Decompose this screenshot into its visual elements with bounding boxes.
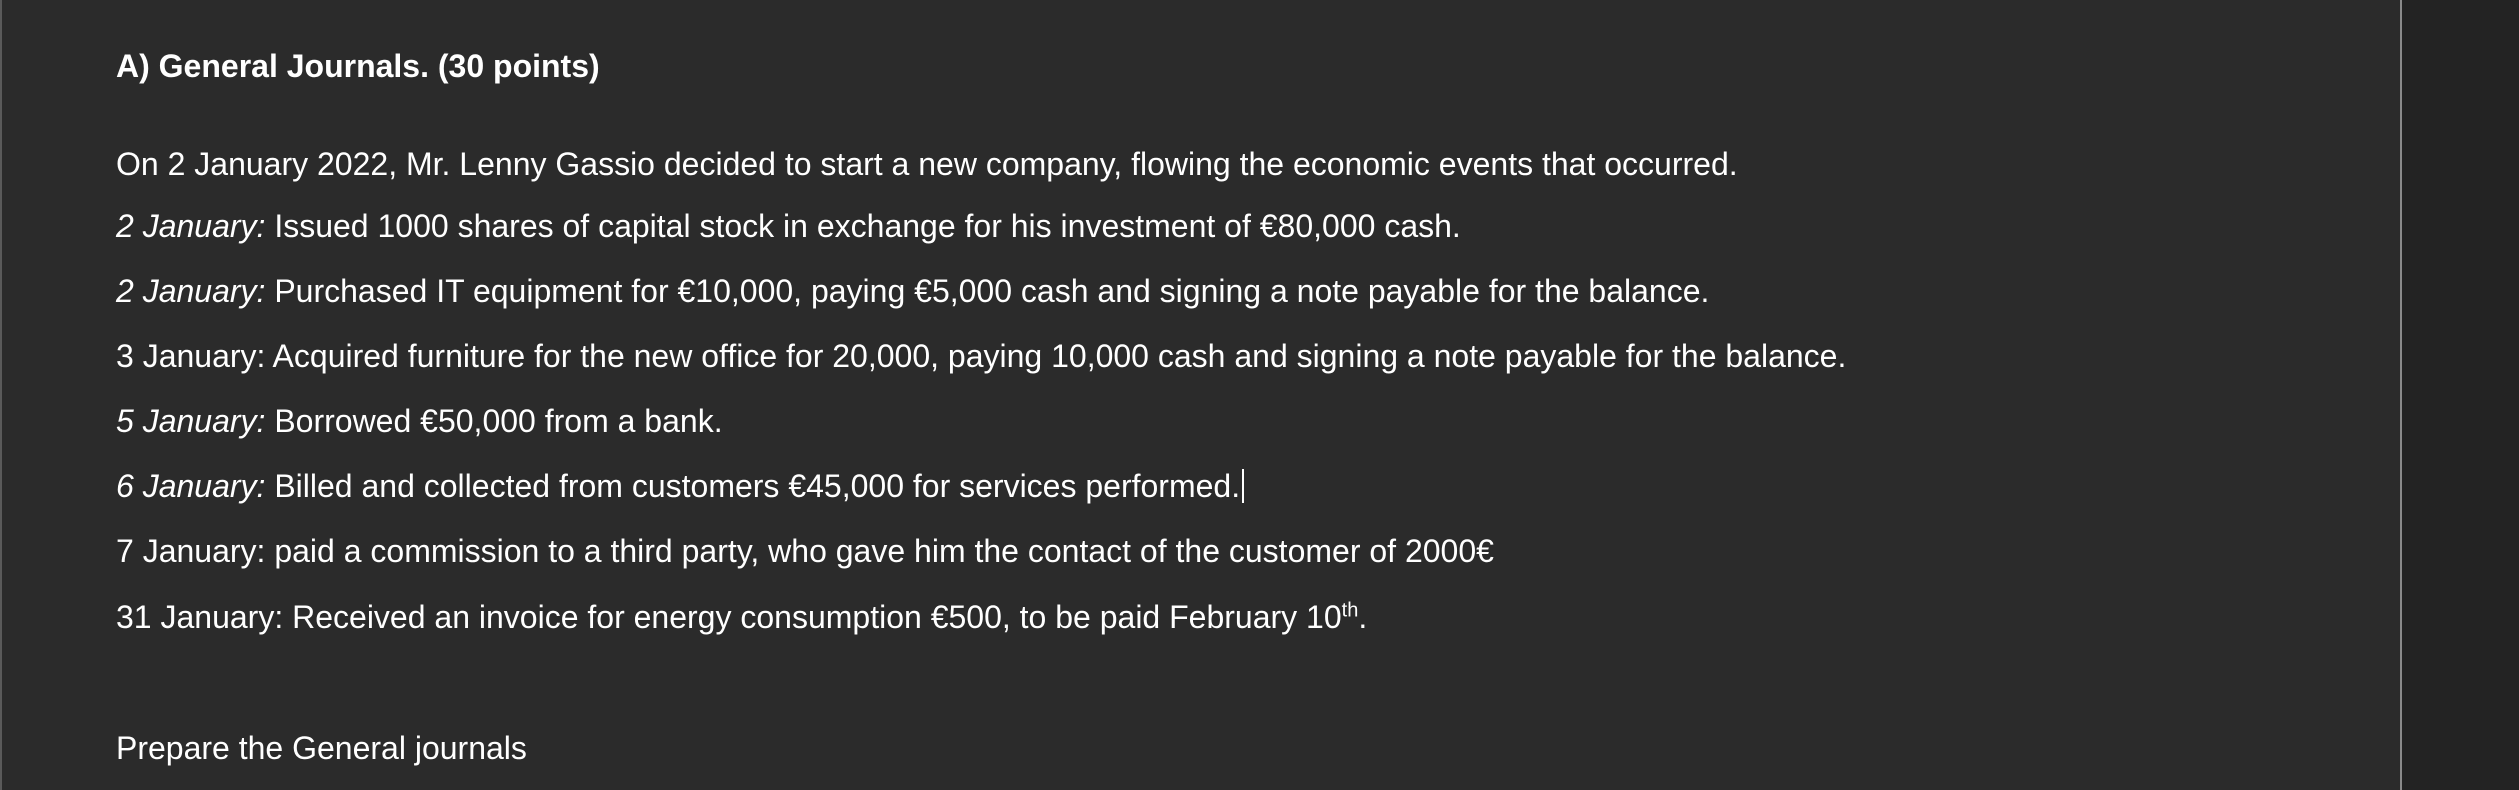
event-line (116, 531, 1494, 571)
event-text: Acquired furniture for the new office for 20,000, paying 10,000 cash and signing a note payable for the balance. (265, 338, 1847, 374)
event-line (116, 466, 1244, 506)
event-date: 6 January: (116, 468, 266, 504)
workspace-background (2402, 0, 2519, 790)
event-date: 5 January: (116, 403, 266, 439)
ordinal-superscript: th (1341, 599, 1359, 622)
event-date: 2 January: (116, 208, 266, 244)
intro-paragraph: On 2 January 2022, Mr. Lenny Gassio decided to start a new company, flowing the economic events that occurred. (116, 146, 1738, 182)
event-text: Borrowed €50,000 from a bank. (265, 403, 723, 439)
event-date: 7 January: (116, 533, 266, 569)
event-text: Issued 1000 shares of capital stock in exchange for his investment of €80,000 cash. (265, 208, 1461, 244)
event-text-end: . (1358, 599, 1368, 635)
event-text: paid a commission to a third party, who gave him the contact of the customer of 2000€ (265, 533, 1494, 569)
event-text: Received an invoice for energy consumption €500, to be paid February 10 (283, 599, 1342, 635)
event-line (116, 206, 1461, 246)
text-cursor (1242, 469, 1244, 503)
section-heading: A) General Journals. (30 points) (116, 48, 600, 84)
instruction-line: Prepare the General journals (116, 730, 527, 766)
event-date: 3 January: (116, 338, 266, 374)
event-line (116, 597, 1367, 637)
event-line (116, 401, 723, 441)
event-text: Purchased IT equipment for €10,000, paying €5,000 cash and signing a note payable for the balance. (265, 273, 1710, 309)
event-text: Billed and collected from customers €45,000 for services performed. (265, 468, 1241, 504)
event-date: 31 January: (116, 599, 284, 635)
event-line (116, 336, 1846, 376)
event-line (116, 271, 1709, 311)
event-date: 2 January: (116, 273, 266, 309)
